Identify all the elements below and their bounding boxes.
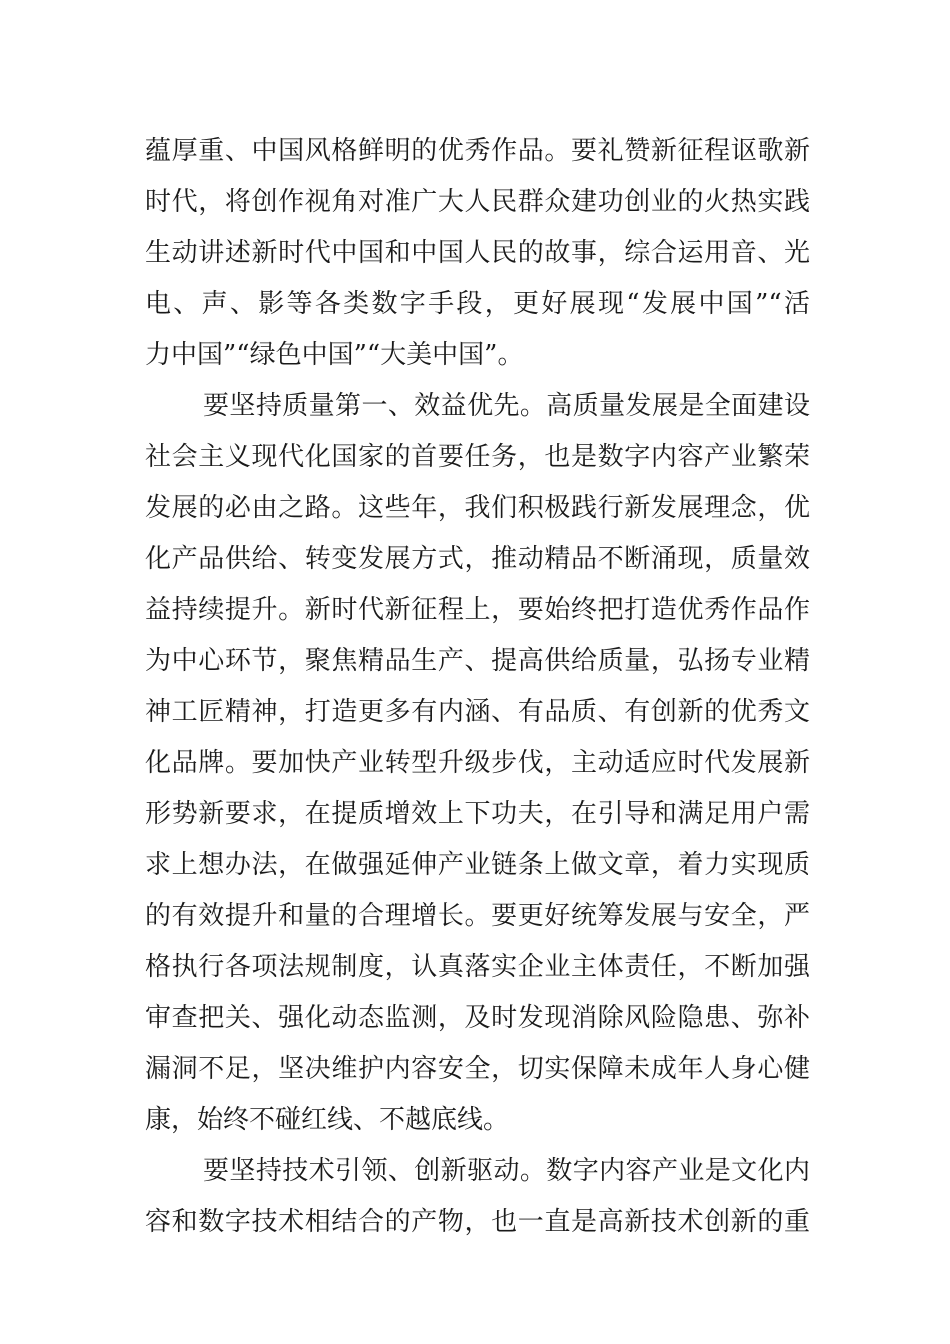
text-line: 化产品供给、转变发展方式，推动精品不断涌现，质量效 <box>145 544 810 574</box>
text-line: 的有效提升和量的合理增长。要更好统筹发展与安全，严 <box>145 901 810 931</box>
body-text <box>145 126 810 1248</box>
text-line: 容和数字技术相结合的产物，也一直是高新技术创新的重 <box>145 1207 810 1237</box>
text-line: 社会主义现代化国家的首要任务，也是数字内容产业繁荣 <box>145 442 810 472</box>
text-line: 求上想办法，在做强延伸产业链条上做文章，着力实现质 <box>145 850 810 880</box>
text-line: 为中心环节，聚焦精品生产、提高供给质量，弘扬专业精 <box>145 646 810 676</box>
text-line: 生动讲述新时代中国和中国人民的故事，综合运用音、光 <box>145 238 810 268</box>
paragraph-start-line: 要坚持技术引领、创新驱动。数字内容产业是文化内 <box>203 1156 810 1186</box>
text-line: 格执行各项法规制度，认真落实企业主体责任，不断加强 <box>145 952 810 982</box>
text-line: 康，始终不碰红线、不越底线。 <box>145 1105 510 1135</box>
text-line: 形势新要求，在提质增效上下功夫，在引导和满足用户需 <box>145 799 810 829</box>
text-line: 审查把关、强化动态监测，及时发现消除风险隐患、弥补 <box>145 1003 810 1033</box>
text-line: 漏洞不足，坚决维护内容安全，切实保障未成年人身心健 <box>145 1054 810 1084</box>
text-line: 力中国”“绿色中国”“大美中国”。 <box>145 340 524 370</box>
text-line: 益持续提升。新时代新征程上，要始终把打造优秀作品作 <box>145 595 810 625</box>
text-line: 时代，将创作视角对准广大人民群众建功创业的火热实践 <box>145 187 810 217</box>
text-line: 蕴厚重、中国风格鲜明的优秀作品。要礼赞新征程讴歌新 <box>145 136 810 166</box>
text-line: 化品牌。要加快产业转型升级步伐，主动适应时代发展新 <box>145 748 810 778</box>
text-line: 电、声、影等各类数字手段，更好展现“发展中国”“活 <box>145 289 810 319</box>
text-line: 发展的必由之路。这些年，我们积极践行新发展理念，优 <box>145 493 810 523</box>
text-line: 神工匠精神，打造更多有内涵、有品质、有创新的优秀文 <box>145 697 810 727</box>
paragraph-start-line: 要坚持质量第一、效益优先。高质量发展是全面建设 <box>203 391 810 421</box>
